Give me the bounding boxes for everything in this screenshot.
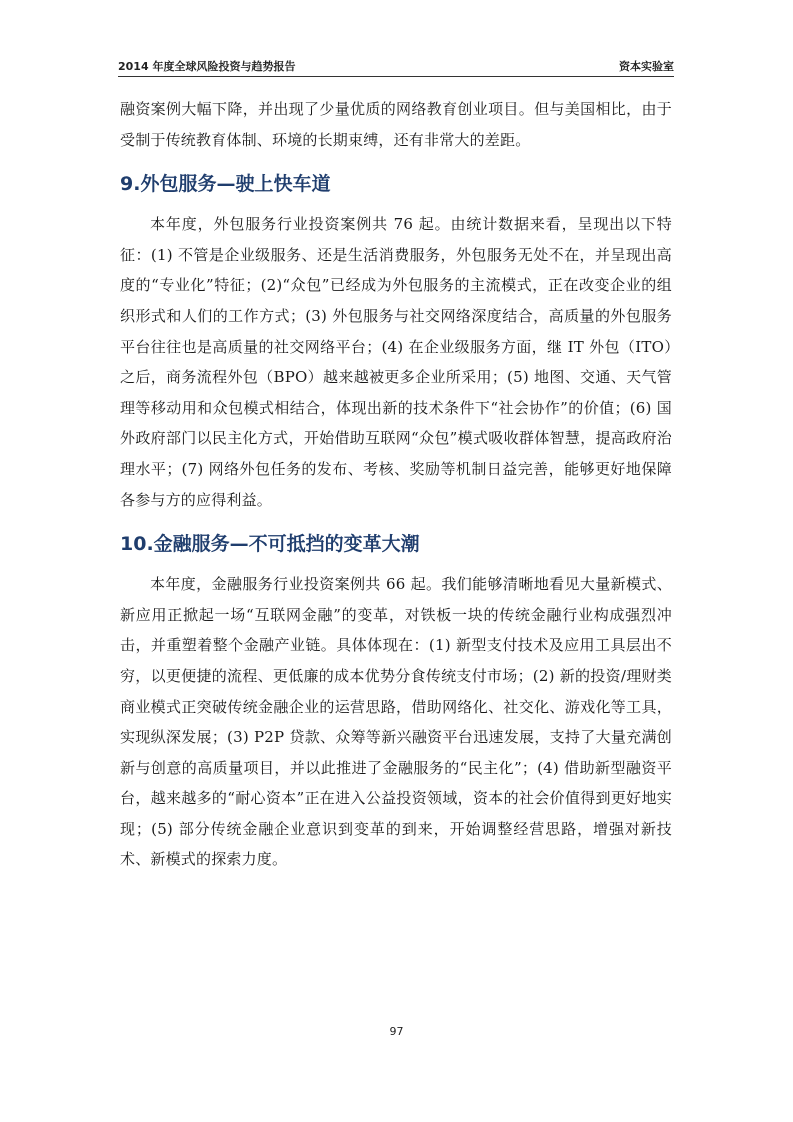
header-divider <box>118 76 674 77</box>
page-number: 97 <box>389 1025 404 1038</box>
report-title: 2014 年度全球风险投资与趋势报告 <box>118 60 296 73</box>
section-10-heading: 10.金融服务—不可抵挡的变革大潮 <box>120 533 420 556</box>
section-9-heading: 9.外包服务—驶上快车道 <box>120 173 331 196</box>
section-9-paragraph: 本年度，外包服务行业投资案例共 76 起。由统计数据来看，呈现出以下特征：(1) 不管是企业级服务、还是生活消费服务，外包服务无处不在，并呈现出高度的“专业化”特征；(2)“众包”已经成为外包服务的主流模式，正在改变企业的组织形式和人们的工作方式；(3) 外包服务与社交网络深度结合，高质量的外包服务平台往往也是高质量的社交网络平台；(4) 在企业级服务方面，继 IT 外包（ITO）之后，商务流程外包（BPO）越来越被更多企业所采用；(5) 地图、交通、天气管理等移动用和众包模式相结合，体现出新的技术条件下“社会协作”的价值；(6) 国外政府部门以民主化方式，开始借助互联网“众包”模式吸收群体智慧，提高政府治理水平；(7) 网络外包任务的发布、考核、奖励等机制日益完善，能够更好地保障各参与方的应得利益。 <box>120 215 672 509</box>
page-header <box>118 52 674 76</box>
section-10-paragraph: 本年度，金融服务行业投资案例共 66 起。我们能够清晰地看见大量新模式、新应用正掀起一场“互联网金融”的变革，对铁板一块的传统金融行业构成强烈冲击，并重塑着整个金融产业链。具体体现在：(1) 新型支付技术及应用工具层出不穷，以更便捷的流程、更低廉的成本优势分食传统支付市场；(2) 新的投资/理财类商业模式正突破传统金融企业的运营思路，借助网络化、社交化、游戏化等工具，实现纵深发展；(3) P2P 贷款、众筹等新兴融资平台迅速发展，支持了大量充满创新与创意的高质量项目，并以此推进了金融服务的“民主化”；(4) 借助新型融资平台，越来越多的“耐心资本”正在进入公益投资领域，资本的社会价值得到更好地实现；(5) 部分传统金融企业意识到变革的到来，开始调整经营思路，增强对新技术、新模式的探索力度。 <box>120 575 672 869</box>
publisher-name: 资本实验室 <box>619 60 674 73</box>
page-body <box>120 94 672 875</box>
intro-paragraph: 融资案例大幅下降，并出现了少量优质的网络教育创业项目。但与美国相比，由于受制于传统教育体制、环境的长期束缚，还有非常大的差距。 <box>120 100 672 149</box>
